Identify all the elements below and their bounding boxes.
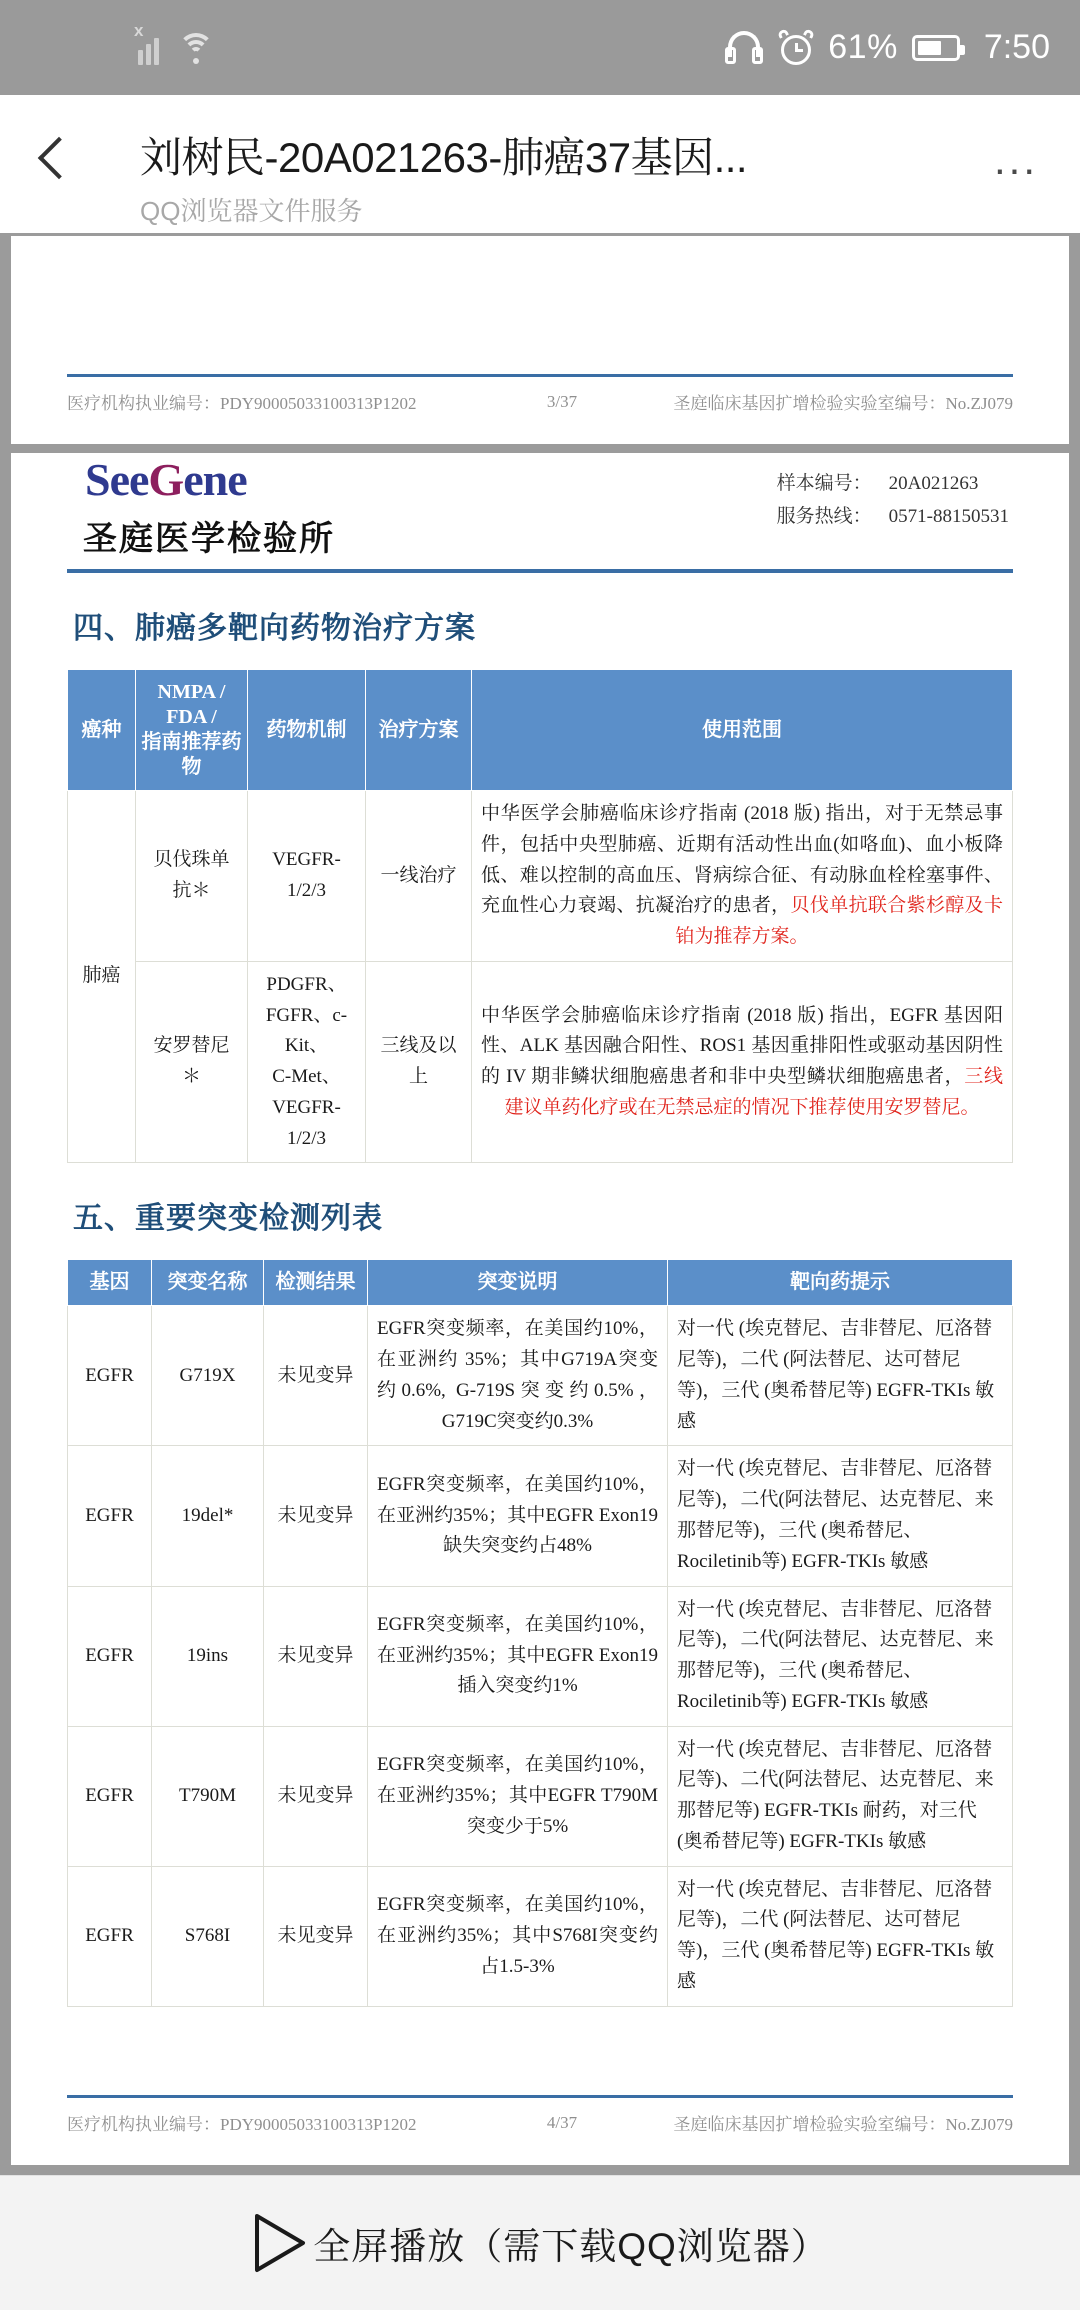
- mechanism-2-l4: VEGFR-1/2/3: [272, 1096, 341, 1149]
- scope-1-black: 中华医学会肺癌临床诊疗指南 (2018 版) 指出，对于无禁忌事件，包括中央型肺癌、近期有活动性出血(如咯血)、血小板降低、难以控制的高血压、肾病综合征、有动脉血栓栓塞事件、充血性心力衰竭、抗凝治疗的患者，: [481, 803, 1003, 917]
- table-row: [68, 1586, 1013, 1726]
- th-mutation-description: 突变说明: [368, 1260, 668, 1306]
- cell-description: EGFR突变频率，在美国约10%，在亚洲约35%；其中EGFR T790M 突变少于5%: [368, 1726, 668, 1866]
- section-4-title: 四、肺癌多靶向药物治疗方案: [73, 612, 476, 645]
- footer-license: 医疗机构执业编号：PDY90005033100313P1202: [67, 394, 417, 413]
- table-row: [68, 791, 1013, 962]
- cell-mechanism-1: VEGFR-1/2/3: [248, 791, 366, 962]
- letterhead-rule: [67, 569, 1013, 573]
- cell-gene: EGFR: [68, 1726, 152, 1866]
- cell-plan-2: 三线及以上: [366, 961, 472, 1163]
- cell-mutation: S768I: [152, 1866, 264, 2006]
- cell-plan-1: 一线治疗: [366, 791, 472, 962]
- hotline-label: 服务热线：: [776, 506, 872, 528]
- footer-page-number: 3/37: [546, 391, 578, 411]
- cell-drug-hint: 对一代 (埃克替尼、吉非替尼、厄洛替尼等)，二代 (阿法替尼、达可替尼等)，三代 (奥希替尼等) EGFR-TKIs 敏感: [668, 1866, 1013, 2006]
- cell-description: EGFR突变频率，在美国约10%，在亚洲约35%；其中EGFR Exon19插入突变约1%: [368, 1586, 668, 1726]
- logo-en-part1: See: [85, 454, 149, 505]
- logo-en-part2: ene: [183, 454, 247, 505]
- footer-rule: [67, 2095, 1013, 2098]
- footer-lab-number: 圣庭临床基因扩增检验实验室编号：No.ZJ079: [673, 394, 1013, 413]
- seegene-logo-en: [85, 454, 247, 505]
- th-test-result: 检测结果: [264, 1260, 368, 1306]
- scope-1-highlight: 贝伐单抗联合紫杉醇及卡铂为推荐方案。: [675, 895, 1003, 948]
- th-cancer-type: 癌种: [68, 670, 136, 791]
- cell-gene: EGFR: [68, 1306, 152, 1446]
- page-subtitle: QQ浏览器文件服务: [140, 196, 363, 226]
- cell-drug-2: 安罗替尼＊: [136, 961, 248, 1163]
- wifi-icon: [177, 31, 215, 65]
- status-bar-right: [724, 28, 1050, 67]
- th-usage-scope: 使用范围: [472, 670, 1013, 791]
- no-service-mark: x: [134, 20, 144, 40]
- footer-page-number: 4/37: [546, 2112, 578, 2132]
- table-header-row: [68, 1260, 1013, 1306]
- th-gene: 基因: [68, 1260, 152, 1306]
- mutation-list-table: [67, 1259, 1013, 2006]
- report-letterhead: [67, 453, 1013, 565]
- back-chevron-icon[interactable]: [38, 137, 80, 179]
- th-drug-mechanism: 药物机制: [248, 670, 366, 791]
- cell-description: EGFR突变频率，在美国约10%，在亚洲约35%；其中S768I突变约占1.5-3%: [368, 1866, 668, 2006]
- cell-mechanism-2: [248, 961, 366, 1163]
- sample-id-label: 样本编号：: [776, 473, 872, 494]
- report-meta: [777, 467, 1009, 534]
- table-row: [68, 1866, 1013, 2006]
- cell-mutation: 19ins: [152, 1586, 264, 1726]
- page-4-content: [67, 453, 1013, 2165]
- signal-bars-icon: [134, 20, 167, 65]
- table-row: [68, 1306, 1013, 1446]
- cell-mutation: G719X: [152, 1306, 264, 1446]
- footer-rule: [67, 374, 1013, 377]
- th-recommended-drug-l1: NMPA / FDA /: [157, 681, 226, 728]
- table-row: [68, 1446, 1013, 1586]
- section-5-title: 五、重要突变检测列表: [73, 1202, 383, 1236]
- app-title-bar: [0, 95, 1080, 233]
- sample-id-value: 20A021263: [888, 473, 979, 494]
- cell-drug-hint: 对一代 (埃克替尼、吉非替尼、厄洛替尼等)，二代 (阿法替尼、达可替尼等)，三代 (奥希替尼等) EGFR-TKIs 敏感: [668, 1306, 1013, 1446]
- page-title: 刘树民-20A021263-肺癌37基因...: [140, 134, 748, 181]
- fullscreen-play-bar[interactable]: [0, 2175, 1080, 2310]
- fullscreen-play-label: 全屏播放（需下载QQ浏览器）: [313, 2226, 829, 2267]
- cell-description: EGFR突变频率，在美国约10%，在亚洲约35%；其中EGFR Exon19缺失突变约占48%: [368, 1446, 668, 1586]
- cell-mutation: T790M: [152, 1726, 264, 1866]
- more-options-icon[interactable]: ...: [993, 136, 1038, 183]
- headphone-icon: [724, 31, 764, 65]
- scope-2-highlight: 三线建议单药化疗或在无禁忌症的情况下推荐使用安罗替尼。: [504, 1066, 1003, 1118]
- table-row: [68, 961, 1013, 1163]
- cell-result: 未见变异: [264, 1866, 368, 2006]
- cell-drug-1: 贝伐珠单抗＊: [136, 791, 248, 962]
- cell-gene: EGFR: [68, 1446, 152, 1586]
- document-page-3: [11, 236, 1069, 444]
- battery-icon: [912, 35, 960, 61]
- status-bar: [0, 0, 1080, 95]
- cell-result: 未见变异: [264, 1586, 368, 1726]
- cell-result: 未见变异: [264, 1446, 368, 1586]
- page-4-footer: [67, 2095, 1013, 2135]
- cell-gene: EGFR: [68, 1866, 152, 2006]
- hotline-value: 0571-88150531: [888, 506, 1009, 528]
- footer-lab-number: 圣庭临床基因扩增检验实验室编号：No.ZJ079: [673, 2115, 1013, 2134]
- cell-scope-1: [472, 791, 1013, 962]
- mechanism-2-l3: C-Met、: [272, 1066, 341, 1088]
- play-triangle-icon[interactable]: [251, 2212, 307, 2274]
- lab-name-cn: 圣庭医学检验所: [83, 521, 335, 558]
- page-3-footer: [67, 374, 1013, 414]
- document-scroll-area[interactable]: [0, 233, 1080, 2175]
- table-row: [68, 1726, 1013, 1866]
- cell-result: 未见变异: [264, 1306, 368, 1446]
- th-treatment-plan: 治疗方案: [366, 670, 472, 791]
- targeted-therapy-table: [67, 669, 1013, 1163]
- cell-mutation: 19del*: [152, 1446, 264, 1586]
- cell-scope-2: [472, 961, 1013, 1163]
- th-mutation-name: 突变名称: [152, 1260, 264, 1306]
- clock-label: 7:50: [983, 28, 1050, 66]
- document-page-4: [11, 453, 1069, 2165]
- cell-gene: EGFR: [68, 1586, 152, 1726]
- mechanism-2-l1: PDGFR、: [266, 973, 347, 995]
- footer-license: 医疗机构执业编号：PDY90005033100313P1202: [67, 2115, 417, 2134]
- cell-drug-hint: 对一代 (埃克替尼、吉非替尼、厄洛替尼等)，二代(阿法替尼、达克替尼、来那替尼等)，三代 (奥希替尼、Rociletinib等) EGFR-TKIs 敏感: [668, 1446, 1013, 1586]
- cell-cancer-type: 肺癌: [68, 791, 136, 1163]
- cell-result: 未见变异: [264, 1726, 368, 1866]
- alarm-clock-icon: [778, 30, 814, 66]
- cell-drug-hint: 对一代 (埃克替尼、吉非替尼、厄洛替尼等)、二代(阿法替尼、达克替尼、来那替尼等) EGFR-TKIs 耐药，对三代 (奥希替尼等) EGFR-TKIs 敏感: [668, 1726, 1013, 1866]
- table-header-row: [68, 670, 1013, 791]
- th-drug-hint: 靶向药提示: [668, 1260, 1013, 1306]
- th-recommended-drug: [136, 670, 248, 791]
- cell-description: EGFR突变频率，在美国约10%，在亚洲约 35%；其中G719A突变约0.6%, G-719S突变约0.5%，G719C突变约0.3%: [368, 1306, 668, 1446]
- battery-percent-label: 61%: [828, 28, 898, 66]
- th-recommended-drug-l2: 指南推荐药物: [141, 731, 242, 778]
- status-bar-left: [134, 20, 215, 65]
- logo-en-g: G: [148, 454, 184, 505]
- mutation-table-body: [68, 1306, 1013, 2006]
- scope-2-black: 中华医学会肺癌临床诊疗指南 (2018 版) 指出，EGFR 基因阳性、ALK 基因融合阳性、ROS1 基因重排阳性或驱动基因阴性的 IV 期非鳞状细胞癌患者和非中央型鳞状细胞癌患者，: [481, 1004, 1003, 1088]
- mechanism-2-l2: FGFR、c-Kit、: [265, 1004, 348, 1057]
- cell-drug-hint: 对一代 (埃克替尼、吉非替尼、厄洛替尼等)，二代(阿法替尼、达克替尼、来那替尼等)，三代 (奥希替尼、Rociletinib等) EGFR-TKIs 敏感: [668, 1586, 1013, 1726]
